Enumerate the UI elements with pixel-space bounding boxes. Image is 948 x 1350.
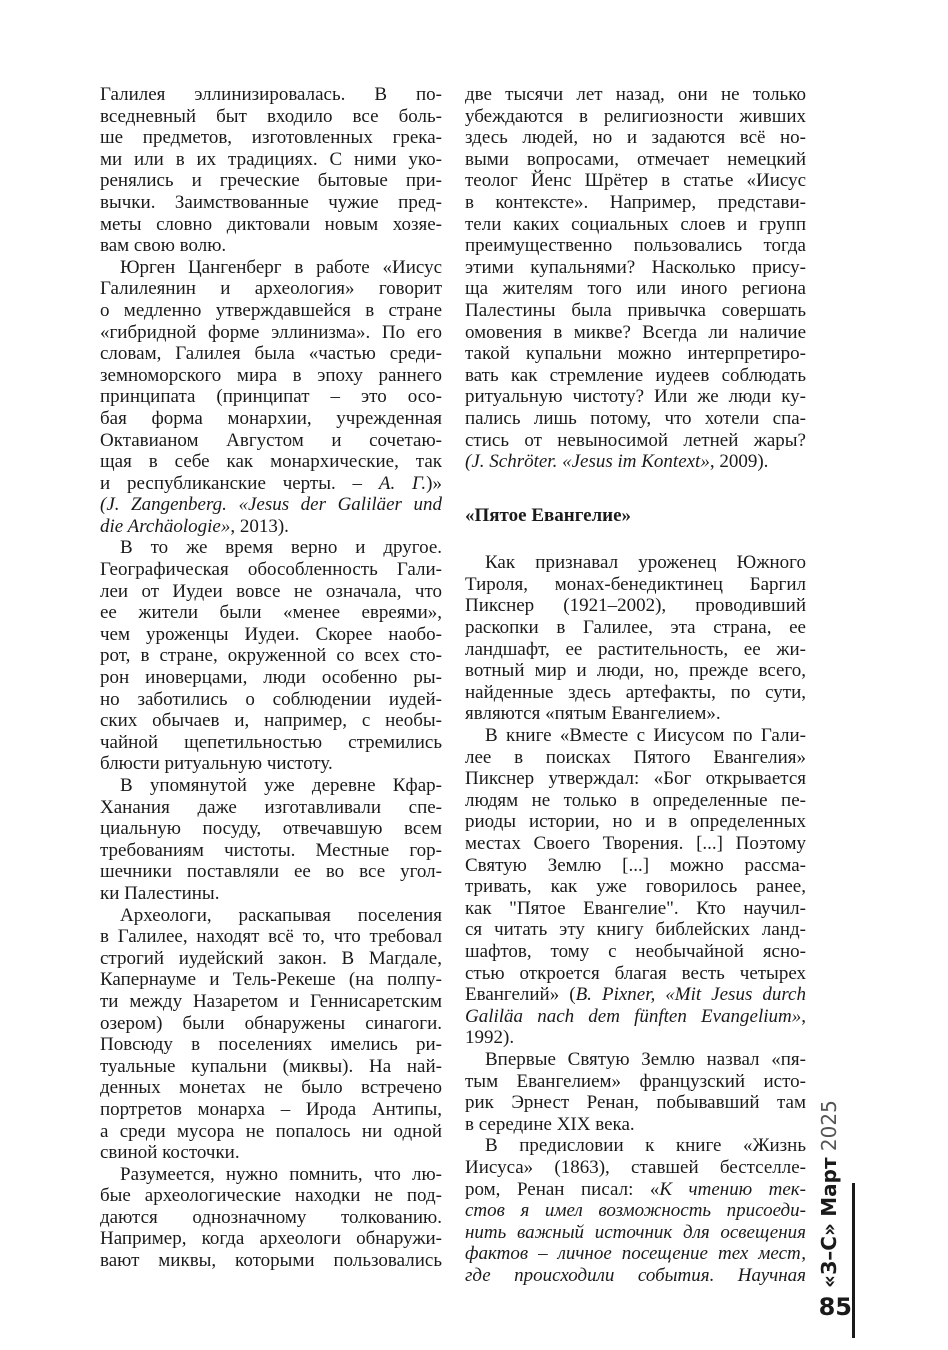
text-span: Евангелий» ( [465, 984, 576, 1006]
text-line: являются «пятым Евангелием». [465, 703, 721, 725]
text-line: вают миквы, которыми пользовались [100, 1250, 442, 1272]
text-line: риоды истории, но и в определенных [465, 811, 806, 833]
text-line: Иисуса» (1863), ставшей бестселле- [465, 1156, 806, 1178]
text-line: В то же время верно и другое. [120, 537, 442, 559]
text-line: местах Своего Творения. [...] Поэтому [465, 833, 806, 854]
text-line: блюсти ритуальную чистоту. [100, 753, 333, 775]
text-line: ше предметов, изготовленных грека- [100, 127, 442, 149]
issue-year: 2025 [817, 1100, 841, 1152]
text-line: стью откроется благая весть четырех [465, 962, 806, 984]
text-line: Октавианом Августом и сочетаю- [100, 429, 442, 451]
text-span: ром, Ренан писал: « [465, 1178, 660, 1200]
text-line: раскопки в Галилее, эта страна, ее [465, 617, 806, 639]
text-line: вам свою волю. [100, 235, 227, 257]
author-initials: A. Г. [378, 472, 427, 494]
citation-line [465, 451, 806, 473]
text-line: тривать, как уже говорилось ранее, [465, 876, 806, 898]
text-line: выми вопросами, отмечает немецкий [465, 148, 806, 170]
text-line: вседневный быт входило все боль- [100, 105, 442, 127]
text-line: вать как стремление иудеев соблюдать [465, 364, 806, 386]
text-line: тели каких социальных слоев и групп [465, 213, 806, 235]
text-span: и республиканские черты. – [100, 472, 363, 494]
text-line: но заботились о соблюдении иудей- [100, 688, 442, 710]
text-line: Ханания даже изготавливали спе- [100, 796, 442, 818]
text-line: ти между Назаретом и Геннисаретским [100, 990, 442, 1012]
text-line [465, 984, 806, 1006]
quote-line: фактов – личное посещение тех мест, [465, 1243, 806, 1265]
text-line: щая в себе как монархические, так [100, 451, 442, 473]
text-line: найденные здесь артефакты, по сути, [465, 681, 806, 703]
text-line: Галилеянин и археология» говорит [100, 278, 442, 300]
text-line: стись от невыносимой летней жары? [465, 429, 806, 451]
citation-line [100, 516, 442, 538]
text-line: ки Палестины. [100, 882, 220, 904]
spacer [465, 473, 806, 505]
text-line: озером) были обнаружены синагоги. [100, 1012, 442, 1034]
text-line: Разумеется, нужно помнить, что лю- [120, 1163, 442, 1185]
text-line: свиной косточки. [100, 1142, 240, 1164]
citation-line [465, 1006, 806, 1028]
text-line: ся читать эту книгу библейских ланд- [465, 919, 806, 941]
citation-line: 1992). [465, 1027, 515, 1049]
magazine-name: «З–С» [817, 1223, 841, 1288]
text-line: здесь людей, но и задаются всё но- [465, 127, 806, 149]
text-line: о медленно утверждавшейся в стране [100, 299, 442, 321]
text-line: вычки. Заимствованные чужие пред- [100, 191, 442, 213]
text-line: принципата (принципат – это осо- [100, 386, 442, 408]
text-line: ее жители были «менее евреями», [100, 602, 442, 624]
vertical-rule [852, 1183, 855, 1338]
text-line: Галилея эллинизировалась. В по- [100, 84, 442, 105]
text-line: чем уроженцы Иудеи. Скорее наобо- [100, 623, 442, 645]
text-line: этими купальнями? Насколько прису- [465, 256, 806, 278]
spacer [465, 526, 806, 552]
text-line: убеждаются в религиозности живших [465, 105, 806, 127]
quote-line: стов я имел возможность присоеди- [465, 1200, 806, 1222]
text-line: пались лишь потому, что хотели спа- [465, 407, 806, 429]
section-heading: «Пятое Евангелие» [465, 504, 632, 526]
text-line: В упомянутой уже деревне Кфар- [120, 775, 442, 796]
text-line: ландшафт, ее растительность, ее жи- [465, 638, 806, 660]
text-line: две тысячи лет назад, они не только [465, 84, 806, 105]
citation-year: , 2013). [230, 515, 289, 537]
text-line: словам, Галилея была «частью среди- [100, 343, 442, 365]
citation-title: Galiläa nach dem fünften Evangelium» [465, 1005, 802, 1027]
text-line: ща жителям того или иного региона [465, 278, 806, 300]
text-line: Капернауме и Тель-Рекеше (на полпу- [100, 969, 442, 991]
text-line: в середине XIX века. [465, 1113, 635, 1135]
text-line: леи от Иудеи вовсе не означала, что [100, 580, 442, 602]
text-line: Повсюду в поселениях имелись ри- [100, 1034, 442, 1056]
running-head [806, 1088, 852, 1300]
text-line: лее в поисках Пятого Евангелия» [465, 746, 806, 768]
text-line: Тироля, монах-бенедиктинец Баргил [465, 573, 806, 595]
text-line: ренялись и греческие бытовые при- [100, 170, 442, 192]
text-line: чайной щепетильностью стремились [100, 731, 442, 753]
text-line: Например, когда археологи обнаружи- [100, 1228, 442, 1250]
text-line [465, 1179, 806, 1201]
text-line: в Галилее, находят всё то, что требовал [100, 926, 442, 948]
text-span: )» [426, 472, 442, 494]
text-line [100, 473, 442, 495]
text-line: рот, в стране, окруженной со всех сто- [100, 645, 442, 667]
text-line: денных монетах не было встречено [100, 1077, 442, 1099]
quote-line: где происходили события. Научная [465, 1264, 806, 1286]
text-line: Святую Землю [...] можно рассма- [465, 854, 806, 876]
right-column [465, 84, 806, 1286]
text-line: бые археологические находки не под- [100, 1185, 442, 1207]
text-line: Как признавал уроженец Южного [485, 552, 806, 574]
text-line: портретов монарха – Ирода Антипы, [100, 1098, 442, 1120]
running-head-text [817, 1100, 841, 1288]
text-line: Географическая обособленность Гали- [100, 559, 442, 581]
text-line: ских обычаев и, например, с необы- [100, 710, 442, 732]
text-span: , [801, 1005, 806, 1027]
text-line: строгий иудейский закон. В Магдале, [100, 947, 442, 969]
text-line: как "Пятое Евангелие". Кто научил- [465, 897, 806, 919]
text-line: в контексте». Например, представи- [465, 191, 806, 213]
text-line: такой купальни можно интерпретиро- [465, 343, 806, 365]
text-line: рик Эрнест Ренан, побывавший там [465, 1092, 806, 1114]
text-line: тым Евангелием» французский исто- [465, 1070, 806, 1092]
text-line: шафтов, тому с необычайной ясно- [465, 940, 806, 962]
text-line: Археологи, раскапывая поселения [120, 904, 442, 926]
text-line: преимущественно пользовались тогда [465, 235, 806, 257]
text-line: Впервые Святую Землю назвал «пя- [485, 1048, 806, 1070]
text-line: Палестины была привычка совершать [465, 299, 806, 321]
text-line: ритуальную чистоту? Или же люди ку- [465, 386, 806, 408]
text-line: В книге «Вместе с Иисусом по Гали- [485, 725, 806, 747]
text-line: туальные купальни (миквы). На най- [100, 1055, 442, 1077]
text-line: теолог Йенс Шрётер в статье «Иисус [465, 170, 806, 192]
text-line: требованиям чистоты. Местные гор- [100, 839, 442, 861]
text-line: «гибридной форме эллинизма». По его [100, 321, 442, 343]
text-line: Пикснер (1921–2002), проводивший [465, 595, 806, 617]
text-line: В предисловии к книге «Жизнь [485, 1135, 806, 1157]
text-line: вотный мир и люди, но, прежде всего, [465, 660, 806, 682]
text-line: меты словно диктовали новым хозяе- [100, 213, 442, 235]
text-line: рон иноверцами, люди особенно ры- [100, 667, 442, 689]
text-line: ми или в их традициях. С ними уко- [100, 148, 442, 170]
citation-line: (J. Zangenberg. «Jesus der Galiläer und [100, 494, 442, 516]
quote-line: нить важный источник для освещения [465, 1221, 806, 1243]
citation-title: die Archäologie» [100, 515, 231, 537]
text-line: людям не только в определенные пе- [465, 789, 806, 811]
text-line: бая форма монархии, учрежденная [100, 407, 442, 429]
text-line: даются однозначному толкованию. [100, 1206, 442, 1228]
text-line: омовения в микве? Всегда ли наличие [465, 321, 806, 343]
text-line: Пикснер утверждал: «Бог открывается [465, 768, 806, 790]
issue-month: Март [817, 1157, 841, 1217]
left-column [100, 84, 442, 1272]
text-line: Юрген Цангенберг в работе «Иисус [120, 256, 442, 278]
citation-author: B. Pixner, «Mit Jesus durch [575, 984, 806, 1006]
text-line: шечники поставляли ее во все угол- [100, 861, 442, 883]
quote-span: К чтению тек- [659, 1178, 807, 1200]
text-line: земноморского мира в эпоху раннего [100, 364, 442, 386]
text-line: циальную посуду, отвечавшую всем [100, 818, 442, 840]
citation-title: (J. Schröter. «Jesus im Kontext» [465, 451, 710, 473]
page-number: 85 [818, 1293, 852, 1321]
citation-year: , 2009). [709, 451, 769, 473]
text-line: а среди мусора не попалось ни одной [100, 1120, 442, 1142]
